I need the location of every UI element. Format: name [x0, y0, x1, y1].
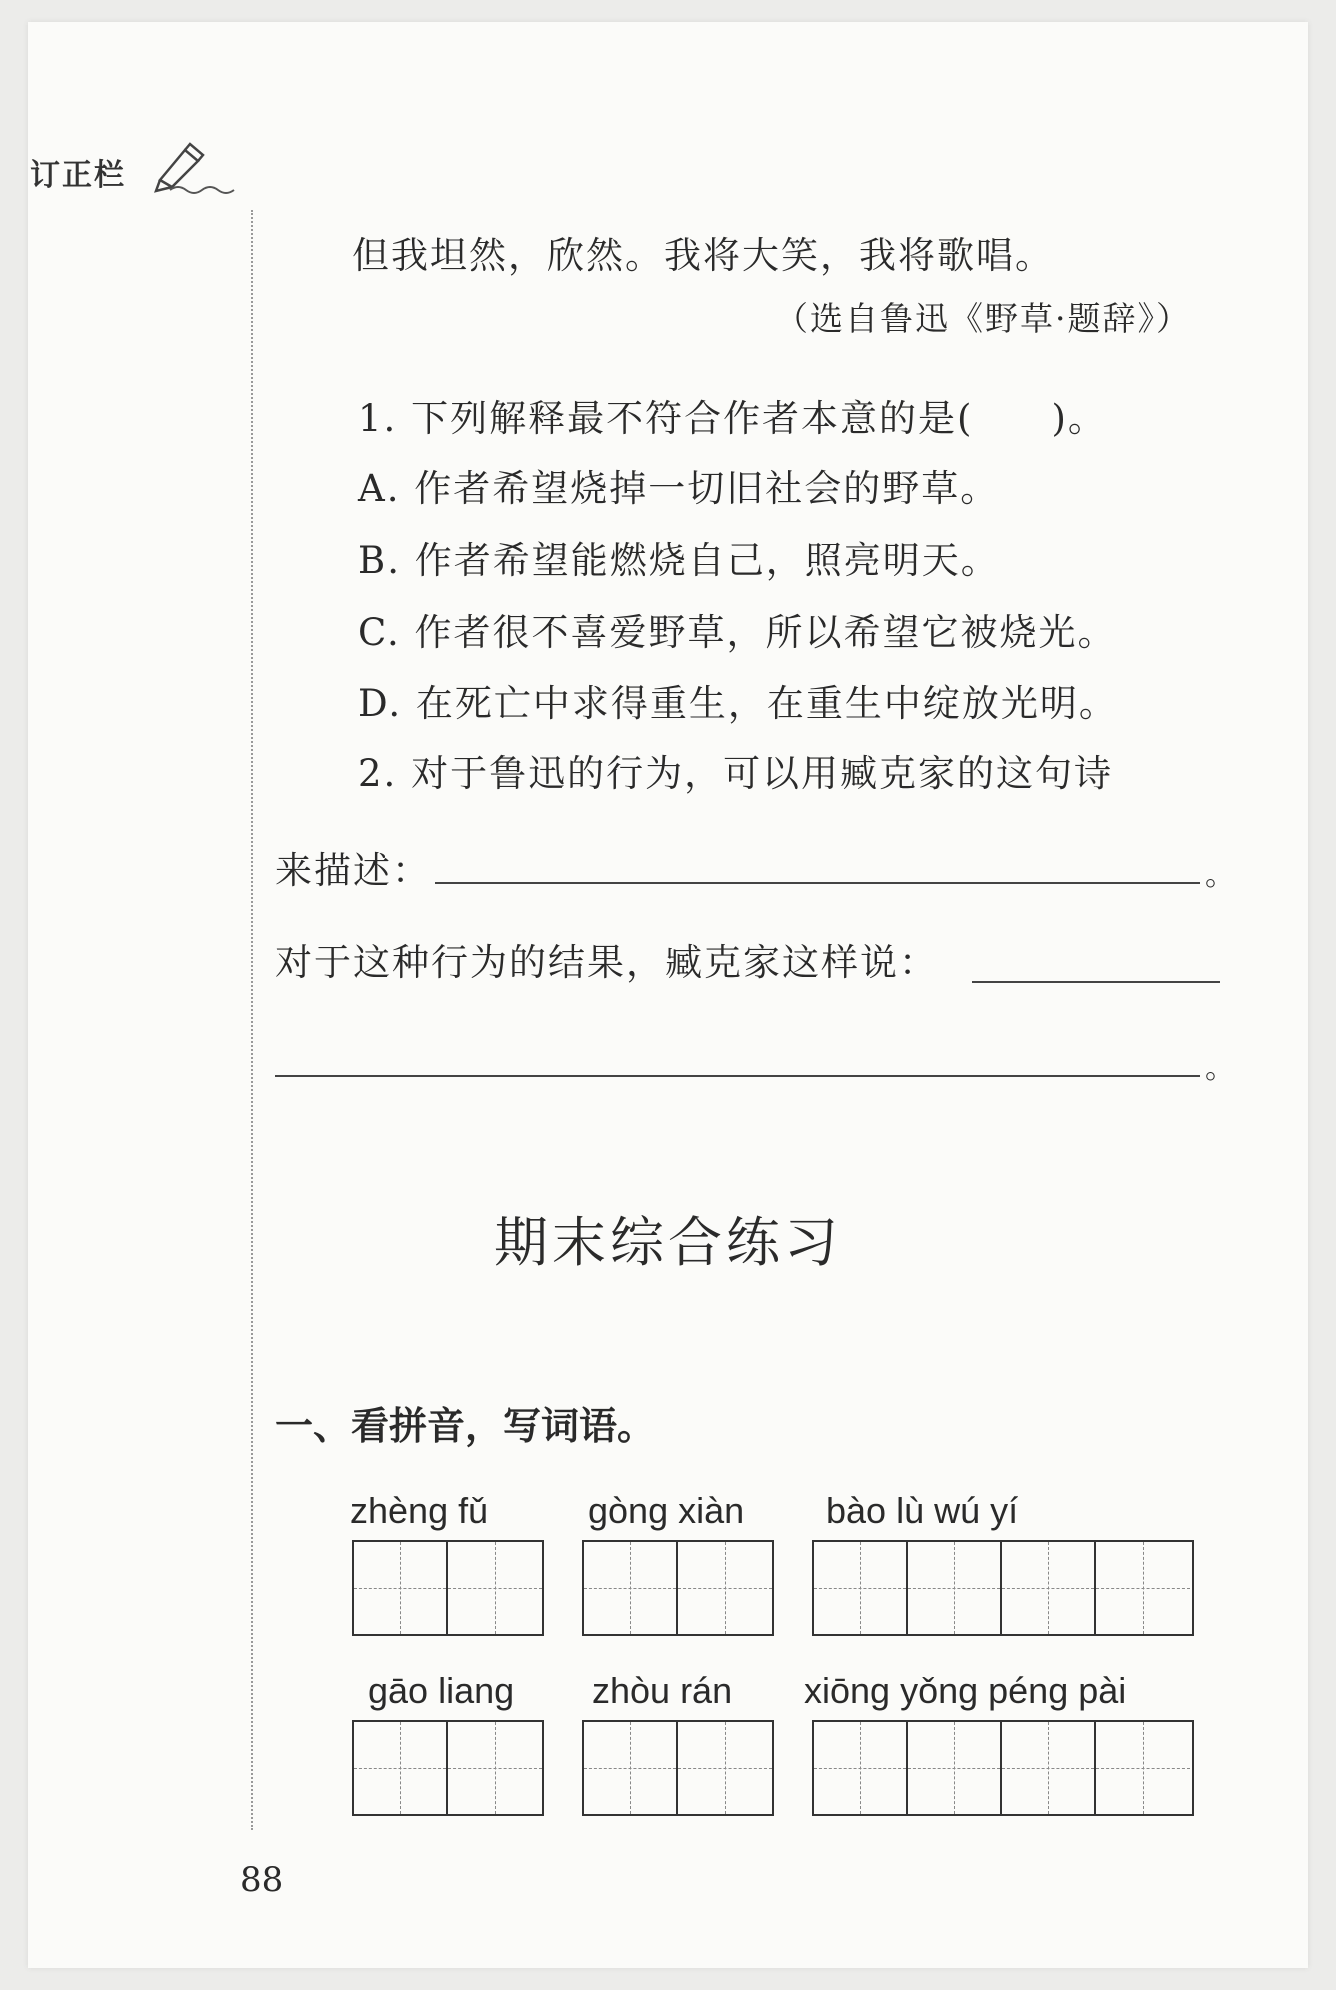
grid-cell[interactable]: [354, 1722, 448, 1814]
option-b: B. 作者希望能燃烧自己，照亮明天。: [358, 539, 1000, 582]
poem-line: 但我坦然，欣然。我将大笑，我将歌唱。: [352, 234, 1054, 277]
grid-cell[interactable]: [908, 1722, 1002, 1814]
pinyin-gaoliang: gāo liang: [368, 1670, 515, 1711]
answer-blank-2[interactable]: [972, 981, 1220, 983]
period-1: 。: [1205, 858, 1235, 893]
grid-cell[interactable]: [1002, 1722, 1096, 1814]
grid-cell[interactable]: [354, 1542, 448, 1634]
page-number: 88: [240, 1860, 284, 1900]
answer-blank-3[interactable]: [275, 1075, 1200, 1077]
writing-grid-zhouran[interactable]: [582, 1720, 774, 1816]
correction-column-label: 订正栏: [30, 158, 126, 193]
grid-cell[interactable]: [584, 1722, 678, 1814]
option-d: D. 在死亡中求得重生，在重生中绽放光明。: [358, 682, 1118, 725]
writing-grid-gongxian[interactable]: [582, 1540, 774, 1636]
grid-cell[interactable]: [678, 1722, 772, 1814]
grid-cell[interactable]: [1096, 1542, 1190, 1634]
grid-cell[interactable]: [1096, 1722, 1190, 1814]
grid-cell[interactable]: [814, 1722, 908, 1814]
question-2-line1: 2. 对于鲁迅的行为，可以用臧克家的这句诗: [358, 752, 1114, 795]
writing-grid-zhengfu[interactable]: [352, 1540, 544, 1636]
pencil-icon: [150, 135, 240, 195]
period-2: 。: [1205, 1051, 1235, 1086]
option-c: C. 作者很不喜爱野草，所以希望它被烧光。: [358, 611, 1117, 654]
grid-cell[interactable]: [448, 1722, 542, 1814]
grid-cell[interactable]: [448, 1542, 542, 1634]
answer-blank-1[interactable]: [435, 882, 1200, 884]
pinyin-xiongyongpengpai: xiōng yǒng péng pài: [804, 1670, 1127, 1711]
pinyin-gongxian: gòng xiàn: [588, 1490, 745, 1531]
option-a: A. 作者希望烧掉一切旧社会的野草。: [358, 467, 1000, 510]
writing-grid-xiongyongpengpai[interactable]: [812, 1720, 1194, 1816]
grid-cell[interactable]: [814, 1542, 908, 1634]
page-title: 期末综合练习: [494, 1211, 842, 1274]
poem-source: （选自鲁迅《野草·题辞》）: [775, 299, 1191, 338]
question-2-line2: 来描述：: [275, 849, 431, 892]
pinyin-baoluwuyi: bào lù wú yí: [826, 1490, 1019, 1531]
section-1-title: 一、看拼音，写词语。: [275, 1404, 656, 1448]
grid-cell[interactable]: [1002, 1542, 1096, 1634]
question-2-line3: 对于这种行为的结果，臧克家这样说：: [275, 941, 938, 984]
grid-cell[interactable]: [678, 1542, 772, 1634]
pinyin-zhengfu: zhèng fǔ: [350, 1490, 489, 1531]
question-1-stem: 1. 下列解释最不符合作者本意的是( )。: [358, 397, 1107, 440]
pinyin-zhouran: zhòu rán: [592, 1670, 733, 1711]
grid-cell[interactable]: [908, 1542, 1002, 1634]
writing-grid-baoluwuyi[interactable]: [812, 1540, 1194, 1636]
grid-cell[interactable]: [584, 1542, 678, 1634]
writing-grid-gaoliang[interactable]: [352, 1720, 544, 1816]
margin-divider: [251, 210, 253, 1830]
